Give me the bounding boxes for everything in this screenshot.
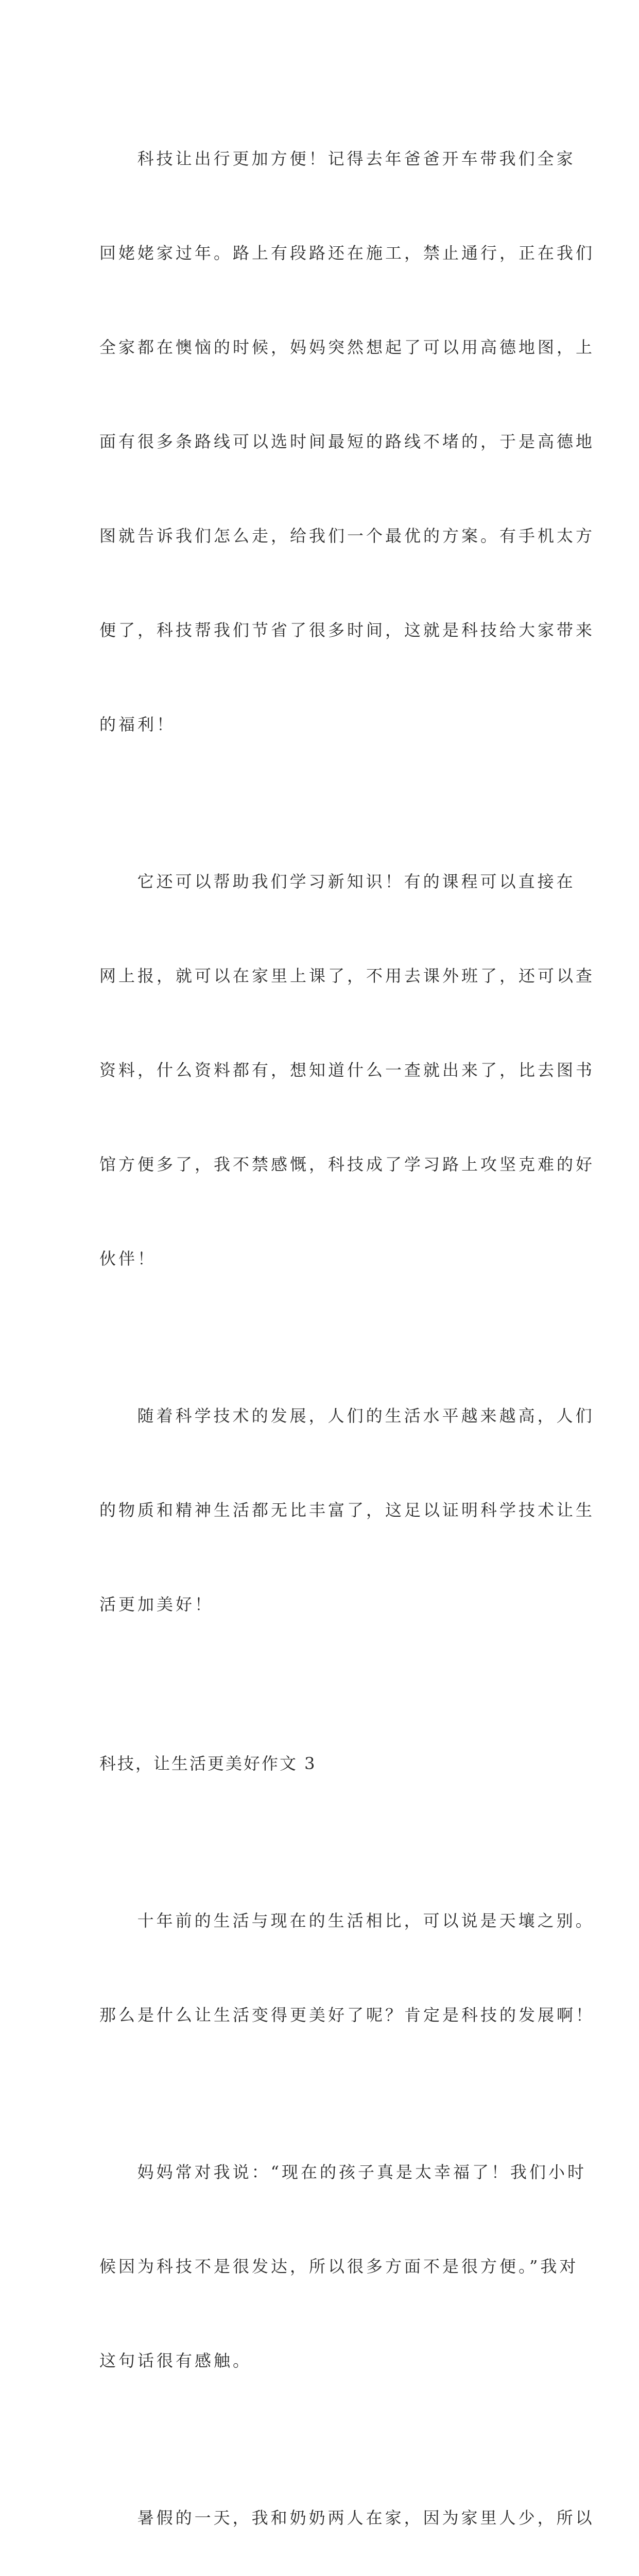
text-line: 网上报，就可以在家里上课了，不用去课外班了，还可以查 [99, 966, 595, 986]
paragraph-intro [99, 1842, 595, 2094]
text-line: 便了，科技帮我们节省了很多时间，这就是科技给大家带来 [99, 620, 595, 640]
text-line: 全家都在懊恼的时候，妈妈突然想起了可以用高德地图，上 [99, 337, 595, 357]
text-line: 那么是什么让生活变得更美好了呢？肯定是科技的发展啊！ [99, 2005, 595, 2025]
text-line: 随着科学技术的发展，人们的生活水平越来越高，人们 [137, 1406, 595, 1426]
text-line: 活更加美好！ [99, 1595, 214, 1614]
document-body [99, 80, 595, 2576]
paragraph-learning [99, 803, 595, 1337]
text-line: 回姥姥家过年。路上有段路还在施工，禁止通行，正在我们 [99, 243, 595, 263]
text-line: 的物质和精神生活都无比丰富了，这足以证明科学技术让生 [99, 1500, 595, 1520]
section-title [99, 1685, 544, 1842]
text-line: 妈妈常对我说：“现在的孩子真是太幸福了！我们小时 [137, 2162, 586, 2182]
text-line: 资料，什么资料都有，想知道什么一查就出来了，比去图书 [99, 1060, 595, 1080]
text-line: 这句话很有感触。 [99, 2351, 252, 2370]
paragraph-mother-quote [99, 2094, 586, 2439]
paragraph-summer [99, 2439, 595, 2576]
text-line: 暑假的一天，我和奶奶两人在家，因为家里人少，所以 [137, 2508, 595, 2528]
section-title-text: 科技，让生活更美好作文 3 [99, 1754, 317, 1773]
paragraph-travel [99, 80, 595, 803]
text-line: 伙伴！ [99, 1249, 157, 1268]
text-line: 科技让出行更加方便！记得去年爸爸开车带我们全家 [137, 149, 576, 168]
paragraph-conclusion [99, 1337, 595, 1683]
text-line: 的福利！ [99, 715, 176, 734]
text-line: 图就告诉我们怎么走，给我们一个最优的方案。有手机太方 [99, 526, 595, 546]
text-line: 十年前的生活与现在的生活相比，可以说是天壤之别。 [137, 1911, 595, 1930]
text-line: 候因为科技不是很发达，所以很多方面不是很方便。”我对 [99, 2257, 579, 2276]
text-line: 它还可以帮助我们学习新知识！有的课程可以直接在 [137, 872, 576, 891]
text-line: 馆方便多了，我不禁感慨，科技成了学习路上攻坚克难的好 [99, 1155, 595, 1174]
text-line: 面有很多条路线可以选时间最短的路线不堵的，于是高德地 [99, 432, 595, 451]
